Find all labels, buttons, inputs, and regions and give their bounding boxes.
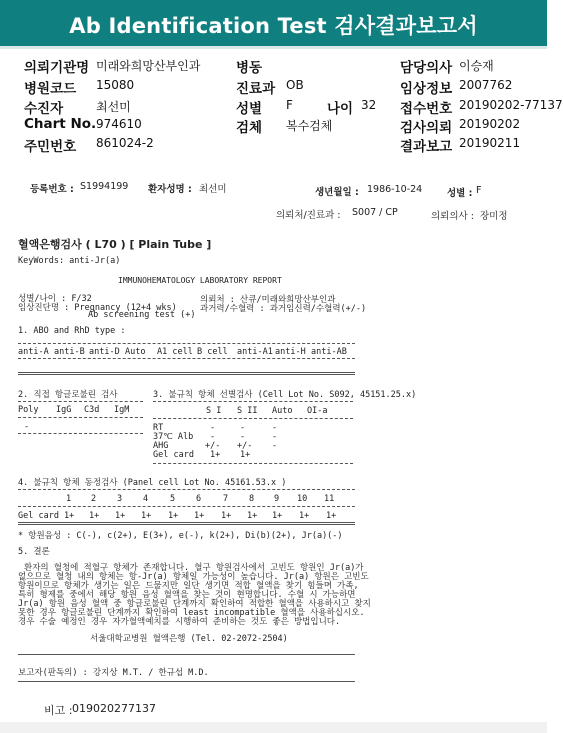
sec4-num-4: 4 bbox=[143, 494, 149, 504]
scan-ab-screen: Ab screening test (+) bbox=[88, 310, 196, 320]
sec4-num-5: 5 bbox=[170, 494, 176, 504]
sec4-val-6: 1+ bbox=[194, 511, 205, 521]
chart-no-value: 974610 bbox=[96, 117, 142, 131]
sec4-num-10: 10 bbox=[297, 494, 308, 504]
remark-label: 비고 : bbox=[44, 704, 73, 717]
scan-patient-value: 최선미 bbox=[199, 184, 227, 195]
scan-reg-value: S1994199 bbox=[80, 181, 129, 192]
department-label: 진료과 bbox=[236, 81, 276, 97]
sec4-row-label: Gel card bbox=[18, 511, 59, 521]
remark-value: 019020277137 bbox=[72, 702, 156, 715]
sec4-num-6: 6 bbox=[196, 494, 202, 504]
sec3-row2-v2: +/- bbox=[237, 441, 253, 451]
request-date-value: 20190202 bbox=[459, 117, 521, 131]
conclusion-line-7: 경우 수술 예정인 경우 자가혈액예치를 시행하여 준비하는 것도 좋은 방법입니다. bbox=[18, 617, 341, 627]
sec3-h2: Auto bbox=[272, 406, 293, 416]
sec2-top-rule bbox=[18, 401, 143, 402]
report-banner bbox=[0, 0, 547, 49]
sec5-title: 5. 결론 bbox=[18, 547, 50, 557]
sec3-row0-label: RT bbox=[153, 423, 164, 433]
sec4-antigen-note: * 항원음성 : C(-), c(2+), E(3+), e(-), k(2+), Di(b)(2+), Jr(a)(-) bbox=[18, 531, 343, 541]
scan-reg-label: 등록번호 : bbox=[30, 184, 74, 195]
scan-req-doctor-label: 의뢰의사 : bbox=[431, 211, 474, 222]
sec4-val-1: 1+ bbox=[64, 511, 75, 521]
sec2-title: 2. 직접 항글로불린 검사 bbox=[18, 390, 118, 400]
sec2-h3: IgM bbox=[114, 405, 130, 415]
scan-req-doctor-value: 장미정 bbox=[480, 211, 508, 222]
sec2-h0: Poly bbox=[18, 405, 39, 415]
resident-no-value: 861024-2 bbox=[96, 136, 154, 150]
sec1-h8: anti-AB bbox=[311, 347, 347, 357]
sec4-num-9: 9 bbox=[274, 494, 280, 504]
sec4-top-rule bbox=[18, 489, 355, 490]
recipient-value: 최선미 bbox=[96, 100, 131, 114]
sec3-row1-v2: - bbox=[240, 432, 246, 442]
conclusion-line-5: Jr(a) 항원 음성 혈액 중 항글로불린 단계까지 확인하여 적합한 혈액을 사용하시고 찾지 bbox=[18, 599, 371, 609]
scan-clinical-diag: 임상진단명 : Pregnancy (12+4 wks) bbox=[18, 303, 177, 313]
report-title: Ab Identification Test 검사결과보고서 bbox=[69, 14, 478, 38]
scan-dob-label: 생년월일 : bbox=[315, 187, 359, 198]
sec4-num-11: 11 bbox=[324, 494, 335, 504]
hospital-code-value: 15080 bbox=[96, 78, 135, 92]
sec3-top-rule bbox=[153, 401, 353, 402]
conclusion-line-4: 특히 형제를 중에서 해당 항원 음성 혈액을 찾는 것이 현명합니다. 수혈 시 가능하면 bbox=[18, 590, 356, 600]
sec3-row2-label: AHG bbox=[153, 441, 169, 451]
sec4-val-10: 1+ bbox=[299, 511, 310, 521]
sec1-h4: A1 cell bbox=[157, 347, 193, 357]
conclusion-line-3: 항원이므로 항체가 생기는 일은 드물지만 일단 생기면 적합 혈액을 찾기 힘들며 가족, bbox=[18, 581, 359, 591]
sec1-h2: anti-D bbox=[89, 347, 120, 357]
conclusion-line-1: 환자의 혈청에 적혈구 항체가 존재합니다. 혈구 항원검사에서 고빈도 항원인 Jr(a)가 bbox=[24, 563, 364, 573]
patient-info-panel bbox=[0, 52, 563, 157]
doctor-value: 이승재 bbox=[459, 59, 494, 73]
sex-label: 성별 bbox=[236, 101, 263, 117]
sec1-h7: anti-H bbox=[275, 347, 306, 357]
scan-requester-label: 의뢰처/진료과 : bbox=[276, 210, 341, 221]
page-bottom-strip bbox=[0, 722, 547, 733]
sec4-val-7: 1+ bbox=[221, 511, 232, 521]
sec4-val-11: 1+ bbox=[326, 511, 337, 521]
sec4-val-8: 1+ bbox=[247, 511, 258, 521]
sec4-val-9: 1+ bbox=[272, 511, 283, 521]
scan-test-title: 혈액은행검사 ( L70 ) [ Plain Tube ] bbox=[18, 238, 212, 251]
sec1-h6: anti-A1 bbox=[237, 347, 273, 357]
institution-label: 의뢰기관명 bbox=[24, 60, 90, 76]
sec4-num-3: 3 bbox=[117, 494, 123, 504]
sex-value: F bbox=[286, 98, 293, 112]
doctor-label: 담당의사 bbox=[400, 60, 453, 76]
scanned-lab-report bbox=[0, 160, 547, 733]
sec4-title: 4. 불규칙 항체 동정검사 (Panel cell Lot No. 45161.53.x ) bbox=[18, 478, 287, 488]
sec4-num-7: 7 bbox=[223, 494, 229, 504]
sec3-mid-rule bbox=[153, 418, 353, 419]
scan-dob-value: 1986-10-24 bbox=[367, 184, 423, 195]
sec4-num-1: 1 bbox=[66, 494, 72, 504]
sec1-h5: B cell bbox=[197, 347, 228, 357]
sec3-h1: S II bbox=[237, 406, 258, 416]
sec4-num-8: 8 bbox=[249, 494, 255, 504]
age-value: 32 bbox=[361, 98, 377, 112]
scan-keywords: KeyWords: anti-Jr(a) bbox=[18, 256, 121, 266]
sec4-val-4: 1+ bbox=[141, 511, 152, 521]
sec3-row1-v1: - bbox=[210, 432, 216, 442]
sec1-title: 1. ABO and RhD type : bbox=[18, 326, 126, 336]
resident-no-label: 주민번호 bbox=[24, 139, 77, 155]
chart-no-label: Chart No. bbox=[24, 116, 97, 132]
sec2-bottom-rule bbox=[18, 433, 143, 434]
scan-sex-age: 성별/나이 : F/32 bbox=[18, 294, 92, 304]
sec3-h0: S I bbox=[206, 406, 222, 416]
report-date-label: 결과보고 bbox=[400, 139, 453, 155]
sec1-h1: anti-B bbox=[54, 347, 85, 357]
sec4-mid-rule bbox=[18, 506, 355, 507]
scan-req-place: 의뢰처 : 산큐/미래와희망산부인과 bbox=[200, 295, 336, 305]
sec4-num-2: 2 bbox=[91, 494, 97, 504]
sec3-row0-v3: - bbox=[272, 423, 278, 433]
receipt-no-value: 20190202-77137 bbox=[459, 98, 563, 112]
sec2-h1: IgG bbox=[56, 405, 72, 415]
reporter-line: 보고자(판독의) : 강지상 M.T. / 한규섭 M.D. bbox=[18, 668, 209, 678]
sec3-row2-v3: - bbox=[272, 441, 278, 451]
sec3-row1-v3: - bbox=[272, 432, 278, 442]
hospital-code-label: 병원코드 bbox=[24, 81, 77, 97]
scan-sex-label: 성별 : bbox=[447, 188, 473, 199]
sec3-bottom-rule bbox=[153, 463, 353, 464]
sec1-h3: Auto bbox=[125, 347, 146, 357]
sec2-h2: C3d bbox=[84, 405, 100, 415]
sec4-val-5: 1+ bbox=[168, 511, 179, 521]
bloodbank-signature: 서울대학교병원 혈액은행 (Tel. 02-2072-2504) bbox=[90, 634, 288, 644]
sec3-row3-label: Gel card bbox=[153, 450, 194, 460]
sec3-row3-v1: 1+ bbox=[210, 450, 221, 460]
recipient-label: 수진자 bbox=[24, 101, 64, 117]
clinical-info-label: 임상정보 bbox=[400, 81, 453, 97]
sec1-mid-rule bbox=[18, 358, 355, 359]
sec3-row0-v1: - bbox=[210, 423, 216, 433]
specimen-label: 검체 bbox=[236, 120, 263, 136]
sec3-row3-v2: 1+ bbox=[240, 450, 251, 460]
sec3-row0-v2: - bbox=[240, 423, 246, 433]
sec4-val-3: 1+ bbox=[115, 511, 126, 521]
scan-sex-value: F bbox=[476, 185, 482, 196]
request-date-label: 검사의뢰 bbox=[400, 120, 453, 136]
sec4-bottom-rule bbox=[18, 522, 355, 525]
scan-patient-label: 환자성명 : bbox=[148, 184, 192, 195]
reporter-top-rule bbox=[18, 654, 355, 655]
sec1-h0: anti-A bbox=[18, 347, 49, 357]
receipt-no-label: 접수번호 bbox=[400, 101, 453, 117]
scan-history: 과거력/수혈력 : 과거임신력/수혈력(+/-) bbox=[200, 304, 367, 314]
scan-requester-value: S007 / CP bbox=[352, 207, 398, 218]
age-label: 나이 bbox=[327, 101, 354, 117]
institution-value: 미래와희망산부인과 bbox=[96, 59, 201, 73]
sec1-bottom-rule bbox=[18, 372, 355, 375]
sec3-title: 3. 불규칙 항체 선별검사 (Cell Lot No. S092, 45151.25.x) bbox=[153, 390, 417, 400]
conclusion-line-2: 없으므로 혈청 내의 항체는 항-Jr(a) 항체일 가능성이 높습니다. Jr(a) 항원은 고빈도 bbox=[18, 572, 369, 582]
sec1-top-rule bbox=[18, 343, 355, 344]
department-value: OB bbox=[286, 78, 304, 92]
sec2-mid-rule bbox=[18, 417, 143, 418]
sec3-row2-v1: +/- bbox=[205, 441, 221, 451]
report-date-value: 20190211 bbox=[459, 136, 521, 150]
sec4-val-2: 1+ bbox=[89, 511, 100, 521]
specimen-value: 복수검체 bbox=[286, 119, 333, 133]
scan-report-title: IMMUNOHEMATOLOGY LABORATORY REPORT bbox=[118, 276, 282, 285]
sec3-row1-label: 37℃ Alb bbox=[153, 432, 194, 442]
conclusion-line-6: 못한 경우 항글로불린 단계까지 확인하여 least incompatible 혈액을 사용하십시오. bbox=[18, 608, 365, 618]
ward-label: 병동 bbox=[236, 60, 263, 76]
reporter-bottom-rule bbox=[18, 681, 355, 682]
sec2-value: - bbox=[24, 422, 30, 432]
clinical-info-value: 2007762 bbox=[459, 78, 513, 92]
sec3-h3: OI-a bbox=[307, 406, 328, 416]
